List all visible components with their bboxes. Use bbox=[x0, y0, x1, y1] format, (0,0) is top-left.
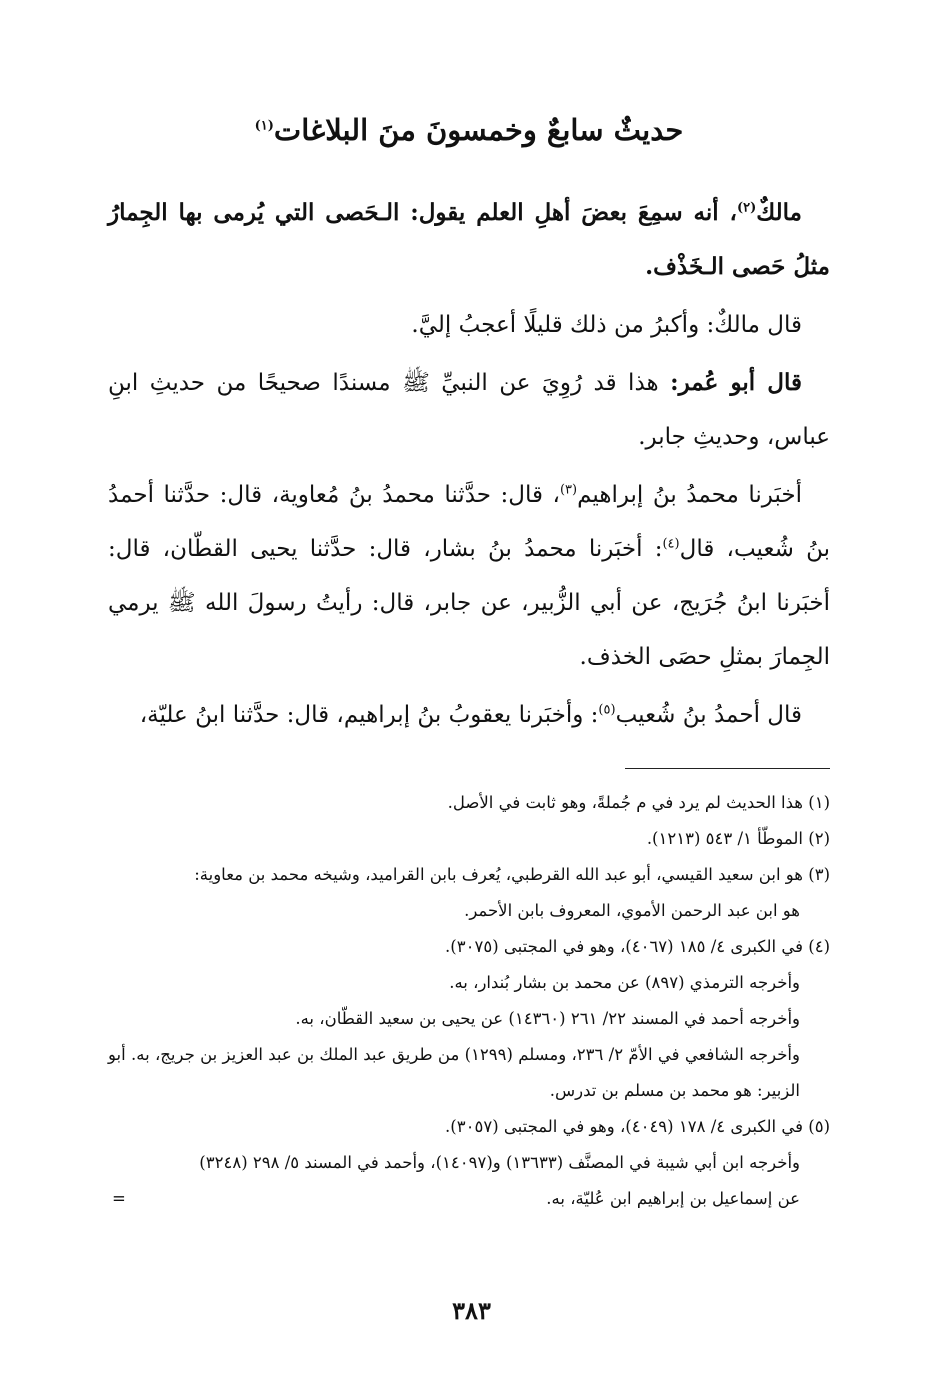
footnote-ref-5: (٥) bbox=[598, 702, 616, 718]
malik-lead: مالكٌ bbox=[756, 198, 802, 226]
footnote-5-ibn-ulayya: عن إسماعيل بن إبراهيم ابن عُليّة، به. bbox=[546, 1188, 800, 1208]
paragraph-malik-narration bbox=[108, 186, 830, 294]
footnote-5: (٥) في الكبرى ٤/ ١٧٨ (٤٠٤٩)، وهو في المجتبى (٣٠٥٧). bbox=[445, 1116, 830, 1136]
paragraph-abu-umar bbox=[108, 356, 830, 464]
page-number: ٣٨٣ bbox=[452, 1296, 491, 1325]
footnote-4: (٤) في الكبرى ٤/ ١٨٥ (٤٠٦٧)، وهو في المجتبى (٣٠٧٥). bbox=[445, 936, 830, 956]
footnote-4-shafii: وأخرجه الشافعي في الأمّ ٢/ ٢٣٦، ومسلم (١٢٩٩) من طريق عبد الملك بن عبد العزيز بن جريج، به. أبو الزبير: هو محمد بن مسلم بن تدرس. bbox=[108, 1044, 800, 1100]
isnad-part-c: : أخبَرنا محمدُ بنُ بشار، قال: حدَّثنا يحيى القطّان، قال: أخبَرنا ابنُ جُرَيج، عن أبي الزُّبير، عن جابر، قال: رأيتُ رسولَ الله ﷺ يرمي الجِمارَ بمثلِ حصَى الخذف. bbox=[108, 535, 830, 670]
footnote-4-tirmidhi: وأخرجه الترمذي (٨٩٧) عن محمد بن بشار بُندار، به. bbox=[449, 972, 800, 992]
isnad-part-b: ، قال: حدَّثنا محمدُ بنُ مُعاوية، قال: حدَّثنا أحمدُ بنُ شُعيب، قال bbox=[108, 481, 830, 562]
ahmad-part-b: : وأخبَرنا يعقوبُ بنُ إبراهيم، قال: حدَّثنا ابنُ عليّة، bbox=[139, 701, 599, 728]
title-text: حديثٌ سابعٌ وخمسونَ منَ البلاغات bbox=[273, 113, 684, 147]
page-body bbox=[108, 112, 830, 1217]
paragraph-ahmad-shuayb bbox=[108, 688, 830, 742]
footnote-ref-2: (٢) bbox=[736, 200, 757, 216]
footnotes bbox=[108, 785, 830, 1217]
abu-umar-lead: قال أبو عُمر: bbox=[670, 368, 802, 396]
section-title bbox=[108, 112, 830, 150]
footnote-3: (٣) هو ابن سعيد القيسي، أبو عبد الله القرطبي، يُعرف بابن القراميد، وشيخه محمد بن معاوية: bbox=[194, 864, 830, 884]
isnad-part-a: أخبَرنا محمدُ بنُ إبراهيم bbox=[577, 481, 802, 508]
footnote-3-continued: هو ابن عبد الرحمن الأموي، المعروف بابن الأحمر. bbox=[464, 900, 800, 920]
footnote-1: (١) هذا الحديث لم يرد في م جُملةً، وهو ثابت في الأصل. bbox=[447, 792, 830, 812]
continuation-mark: = bbox=[112, 1188, 126, 1208]
footnote-divider bbox=[625, 768, 830, 769]
malik-text: ، أنه سمِعَ بعضَ أهلِ العلم يقول: الـحَصى التي يُرمى بها الجِمارُ مثلُ حَصى الـخَذْف. bbox=[108, 198, 830, 280]
footnote-5-last-line bbox=[108, 1181, 830, 1217]
footnote-2: (٢) الموطّأ ١/ ٥٤٣ (١٢١٣). bbox=[646, 828, 830, 848]
footnote-5-ibn-abi-shayba: وأخرجه ابن أبي شيبة في المصنَّف (١٣٦٣٣) و(١٤٠٩٧)، وأحمد في المسند ٥/ ٢٩٨ (٣٢٤٨) bbox=[199, 1152, 800, 1172]
footnote-ref-3: (٣) bbox=[559, 482, 578, 498]
paragraph-malik-opinion: قال مالكٌ: وأكبرُ من ذلك قليلًا أعجبُ إليَّ. bbox=[411, 311, 802, 338]
footnote-ref-4: (٤) bbox=[662, 536, 680, 552]
ahmad-part-a: قال أحمدُ بنُ شُعيب bbox=[615, 701, 802, 728]
footnote-4-ahmad: وأخرجه أحمد في المسند ٢٢/ ٢٦١ (١٤٣٦٠) عن يحيى بن سعيد القطّان، به. bbox=[295, 1008, 800, 1028]
abu-umar-text: هذا قد رُوِيَ عن النبيِّ ﷺ مسندًا صحيحًا من حديثِ ابنِ عباس، وحديثِ جابر. bbox=[108, 369, 830, 450]
paragraph-isnad-jabir bbox=[108, 468, 830, 684]
title-footnote-ref: (١) bbox=[254, 118, 274, 134]
